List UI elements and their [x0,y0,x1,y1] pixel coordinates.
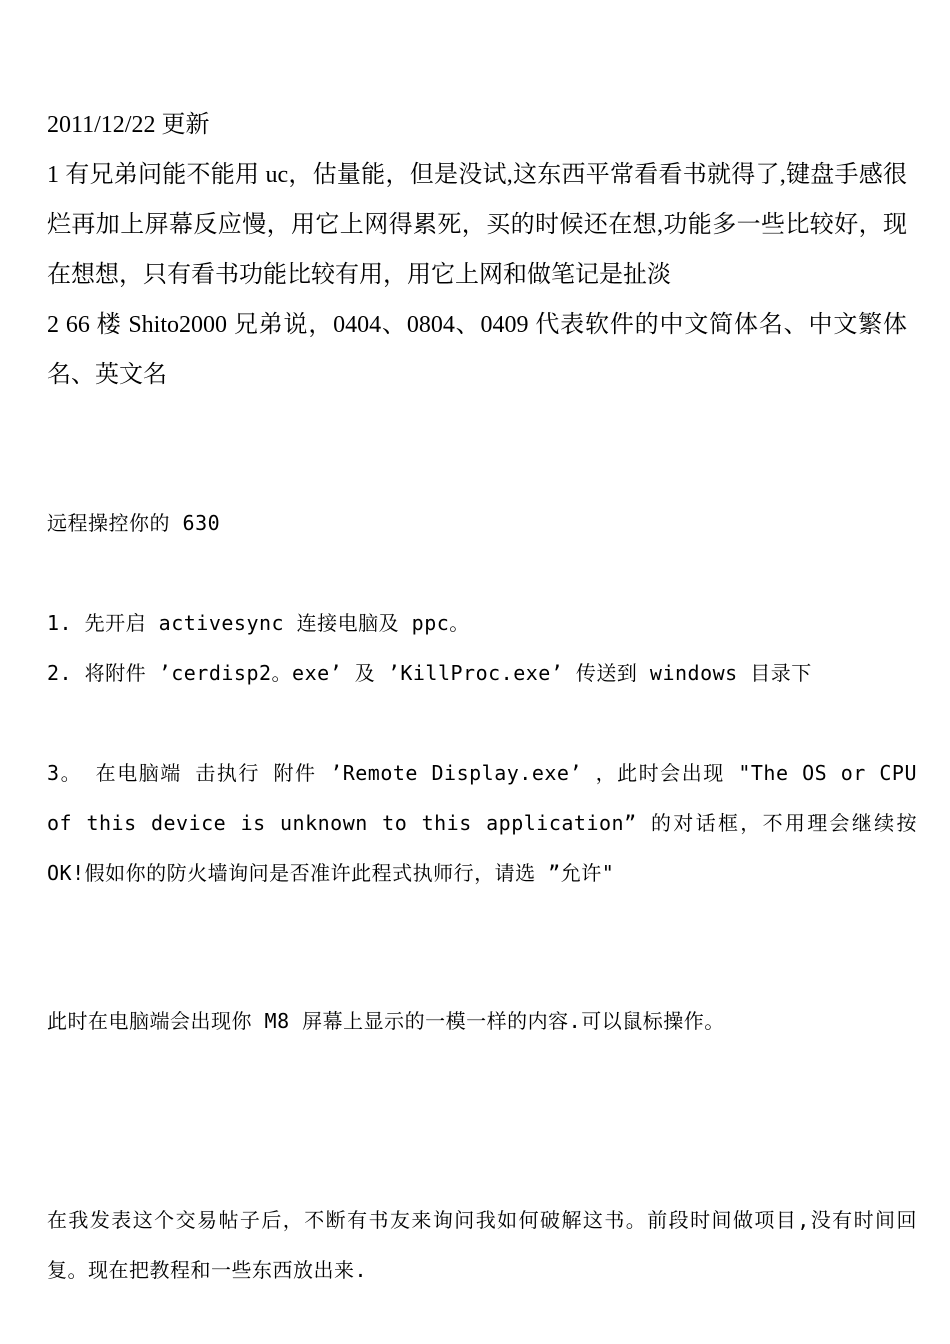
update-heading: 2011/12/22 更新 [47,112,210,138]
paragraph-item-1: 1 有兄弟问能不能用 uc，估量能，但是没试,这东西平常看看书就得了,键盘手感很烂再加上屏幕反应慢，用它上网得累死，买的时候还在想,功能多一些比较好，现在想想，只有看书功能比较有用，用它上网和做笔记是扯淡 [47,162,907,288]
result-paragraph: 此时在电脑端会出现你 M8 屏幕上显示的一模一样的内容.可以鼠标操作。 [47,1009,725,1033]
intro-paragraph: 在我发表这个交易帖子后，不断有书友来询问我如何破解这书。前段时间做项目,没有时间回复。现在把教程和一些东西放出来. [47,1208,917,1282]
paragraph-item-2: 2 66 楼 Shito2000 兄弟说，0404、0804、0409 代表软件的中文简体名、中文繁体名、英文名 [47,312,907,388]
step-2: 2. 将附件 ’cerdisp2。exe’ 及 ’KillProc.exe’ 传送到 windows 目录下 [47,661,812,685]
step-1: 1. 先开启 activesync 连接电脑及 ppc。 [47,611,470,635]
section-title-remote-control: 远程操控你的 630 [47,511,221,535]
step-3: 3。 在电脑端 击执行 附件 ’Remote Display.exe’ ，此时会出现 "The OS or CPU of this device is unknown to this application” 的对话框，不用理会继续按 OK!假如你的防火墙询问是否准许此程式执师行，请选 ”允许" [47,761,917,885]
